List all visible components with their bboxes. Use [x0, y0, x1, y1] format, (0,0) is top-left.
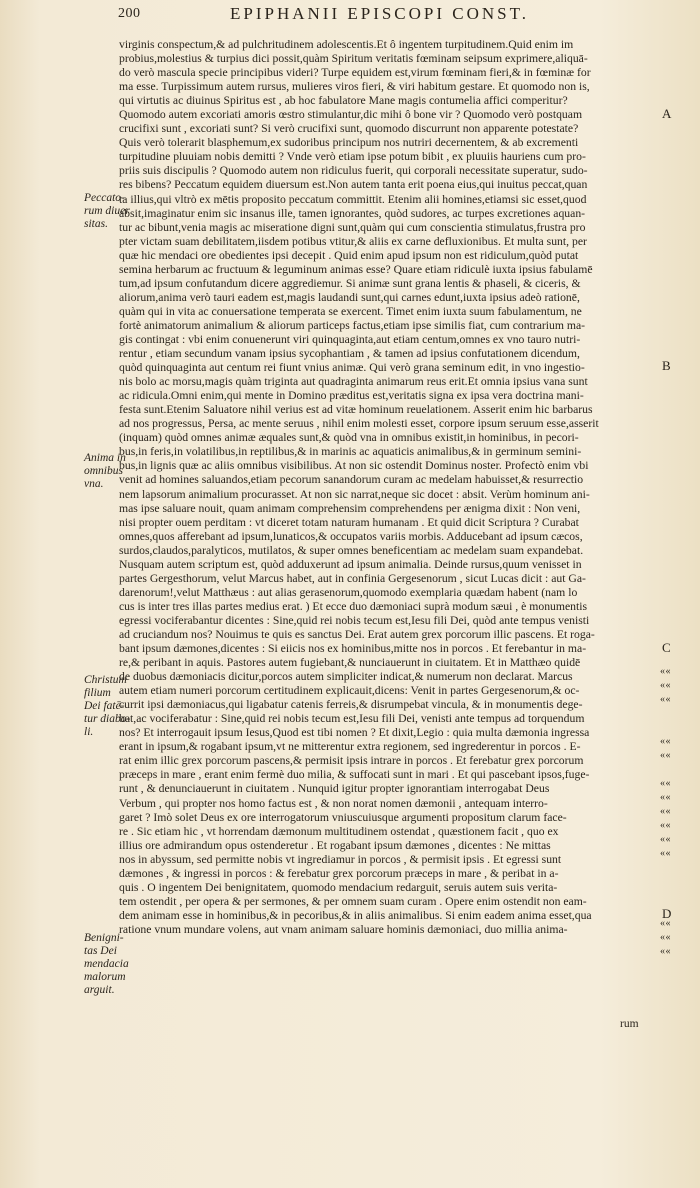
quotation-mark: « « — [660, 694, 670, 705]
text-line: surdos,claudos,paralyticos, mutilatos, & super omnes beneficentiam ac medelam suam expandebat. — [119, 543, 584, 557]
margin-note-line: tur diabo- — [84, 713, 131, 725]
margin-note-line: malorum — [84, 971, 126, 983]
text-line: dæmones , & ingressi in porcos : & ferebatur grex porcorum præceps in mare , & peribat in a- — [119, 866, 559, 880]
text-line: rat enim illic grex porcorum pascens,& permisit ipsis intrare in porcos . Et ferebatur grex porcorum — [119, 754, 584, 768]
page-number: 200 — [118, 6, 141, 21]
text-line: nisi propter ouem perditam : vt diceret totam naturam humanam . Et quid dicit Scriptura ? Curabat — [119, 515, 579, 529]
text-line: probius,molestius & turpius dici possit,quàm Spiritum veritatis fœminam seipsum exprimere,aliquā- — [119, 52, 588, 66]
quotation-mark: « « — [660, 680, 670, 691]
catchword: rum — [620, 1018, 639, 1030]
text-line: pter victam suam debilitatem,iisdem potibus vtitur,& aliis ex carne defluxionibus. Et multa sunt, per — [119, 234, 587, 248]
text-line: festa sunt.Etenim Saluatore nihil verius est ad vitæ hominum reuelationem. Asserit enim hic barbarus — [119, 403, 593, 417]
text-line: aliorum,anima verò tauri eadem est,magis laudandi sunt,qui carnes edunt,iuxta ipsius adeò rationē, — [119, 290, 580, 304]
text-line: præceps in mare , erant enim fermè duo milia, & suffocati sunt in mari . Et qui pascebant ipsos,fuge- — [119, 768, 590, 782]
text-line: de duobus dæmoniacis dicitur,porcos autem simpliciter indicat,& numerum non declarat. Marcus — [119, 670, 573, 684]
text-line: absit,imaginatur enim sic insanus ille, tamen ignorantes, quòd sudores, ac turpes excretiones aquan- — [119, 206, 586, 220]
text-line: quòd quinquaginta aut centum rei fiunt vnius animæ. Qui verò grana seminum edit, in vno ingestio- — [119, 361, 585, 375]
text-line: crucifixi sunt , excoriati sunt? Si verò crucifixi sunt, quomodo discurrunt non apparente potestate? — [119, 122, 579, 136]
text-line: currit ipsi dæmoniacus,qui ligabatur catenis ferreis,& disrumpebat vincula, & in monumentis dege- — [119, 698, 583, 712]
text-line: re,& peribant in aquis. Pastores autem fugiebant,& nunciauerunt in ciuitatem. Et in Matthæo quidē — [119, 656, 581, 670]
text-line: do verò mascula specie principibus videri? Turpe equidem est,virum fœminam fieri,& in fœminæ for — [119, 66, 591, 80]
text-line: ratione vnum mundare volens, aut vnam animam saluare hominis dæmoniaci, duo millia anima- — [119, 922, 568, 936]
text-line: autem etiam numeri porcorum certitudinem explicauit,dicens: Venit in partes Gergesenorum,& oc- — [119, 684, 580, 698]
text-line: quàm qui in vita ac conuersatione temperata se exercent. Timet enim iuxta suum fabulamentum, ne — [119, 304, 582, 318]
text-line: bus,in lignis quæ ac aliis omnibus visibilibus. At non sic ostendit Dominus noster. Profectò enim vbi — [119, 459, 589, 473]
text-line: turpitudine pluuiam nobis demitti ? Vnde verò etiam ipse potum bibit , ex pluuiis hauriens cum pro- — [119, 150, 586, 164]
quotation-mark: « « — [660, 820, 670, 831]
text-line: Verbum , qui propter nos homo factus est , & non norat nomen dæmonii , antequam interro- — [119, 796, 548, 810]
margin-note-line: arguit. — [84, 984, 115, 996]
quotation-mark: « « — [660, 750, 670, 761]
margin-note-line: mendacia — [84, 958, 129, 970]
text-line: ad nos progressus, Persa, ac mente seruus , nihil enim molesti esset, corpore ipsum seruum esse,asserit — [119, 417, 599, 431]
running-head: EPIPHANII EPISCOPI CONST. — [230, 4, 530, 23]
quotation-mark: « « — [660, 932, 670, 943]
main-text-block — [119, 38, 657, 937]
text-line: ta illius,qui vltrò ex mētis proposito peccatum committit. Etenim alii homines,etiamsi sic esset,quod — [119, 192, 587, 206]
margin-note-line: filium — [84, 687, 111, 699]
margin-note-line: li. — [84, 726, 94, 738]
text-line: bus,in feris,in volatilibus,in reptilibus,& in marinis ac aquaticis animalibus,& in germinum semini- — [119, 445, 582, 459]
text-line: venit ad homines saluandos,etiam pecorum sanandorum curam ac medelam habuisset,& resurrectio — [119, 473, 584, 487]
quotation-mark: « « — [660, 834, 670, 845]
text-line: rentur , etiam secundum vanam ipsius sycophantiam , & tamen ad ipsius confutationem dicendum, — [119, 347, 580, 361]
margin-note-anima — [84, 452, 124, 491]
text-line: tum,ad ipsum confutandum dicere aggrediemur. Si animæ sunt grana lentis & phaseli, & ciceris, & — [119, 276, 581, 290]
text-line: ad cruciandum nos? Nouimus te quis es sanctus Dei. Erat autem grex porcorum illic pascens. Et roga- — [119, 627, 595, 641]
text-line: virginis conspectum,& ad pulchritudinem adolescentis.Et ô ingentem turpitudinem.Quid enim im — [119, 38, 574, 51]
section-letter-b: B — [662, 358, 671, 373]
quotation-mark: « « — [660, 918, 670, 929]
text-line: nis bolo ac morsu,magis quàm triginta aut quadraginta animarum reus erit.Et omnia ipsius vana sunt — [119, 375, 588, 389]
section-letter-c: C — [662, 640, 671, 655]
margin-note-line: vna. — [84, 478, 104, 490]
margin-note-christum — [84, 674, 131, 739]
margin-note-benignitas — [84, 932, 129, 997]
text-line: priis suis discipulis ? Quomodo autem non ridiculus fuerit, qui corporali necessitate superatur, sudo- — [119, 164, 588, 178]
text-line: bant ipsum dæmones,dicentes : Si eiicis nos ex hominibus,mitte nos in porcos . Et ferebantur in ma- — [119, 642, 587, 656]
text-line: omnes,quos afferebant ad ipsum,lunaticos,& occupatos variis morbis. Adducebant ad ipsum cæcos, — [119, 529, 583, 543]
margin-note-line: omnibus — [84, 465, 123, 477]
margin-note-line: rum diuer — [84, 205, 130, 217]
margin-note-peccatorum — [84, 192, 130, 231]
margin-note-line: Anima in — [84, 452, 126, 464]
text-line: dem animam esse in hominibus,& in pecoribus,& in aliis animalibus. Si enim eadem anima esset,qua — [119, 908, 592, 922]
text-line: illius ore admirandum opus ostenderetur . Et rogabant ipsum dæmones , dicentes : Ne mittas — [119, 838, 551, 852]
text-line: re . Sic etiam hic , vt horrendam dæmonum multitudinem ostendat , quæstionem facit , quo ex — [119, 824, 559, 838]
text-line: erant in ipsum,& rogabant ipsum,vt ne mitterentur extra regionem, sed ingrederentur in porcos . E- — [119, 740, 581, 754]
margin-note-line: tas Dei — [84, 945, 117, 957]
quotation-mark: « « — [660, 666, 670, 677]
text-line: gis contingat : vbi enim conuenerunt viri quinquaginta,aut etiam centum,omnes ex vno tauro nutri- — [119, 332, 581, 346]
section-letter-d: D — [662, 906, 672, 921]
text-line: quis . O ingentem Dei benignitatem, quomodo mendacium redarguit, seruis autem suis verita- — [119, 880, 558, 894]
margin-note-line: Christum — [84, 674, 127, 686]
quotation-mark: « « — [660, 946, 670, 957]
section-letter-a: A — [662, 106, 672, 121]
text-line: Quomodo autem excoriati amoris œstro stimulantur,dic mihi ô bone vir ? Quomodo verò postquam — [119, 108, 583, 122]
text-line: quæ hic mendaci ore obedientes ipsi decepit . Quid enim apud ipsum non est ridiculum,quòd putat — [119, 248, 579, 262]
text-line: nem lapsorum animalium procurasset. At non sic narrat,neque sic docet : absit. Verùm hominum ani- — [119, 487, 590, 501]
text-line: bat,ac vociferabatur : Sine,quid rei nobis tecum est,Iesu fili Dei, venisti ante tempus ad torquendum — [119, 712, 585, 726]
text-line: nos in abyssum, sed permitte nobis vt ingrediamur in porcos , & permisit ipsis . Et egressi sunt — [119, 852, 562, 866]
text-line: qui virtutis ac diuinus Spiritus est , ab hoc fabulatore Mane magis contumelia affici comperitur? — [119, 94, 568, 108]
text-line: nos? Et interrogauit ipsum Iesus,Quod est tibi nomen ? Et dixit,Legio : quia multa dæmonia ingressa — [119, 726, 590, 740]
text-line: tem ostendit , per opera & per sermones, & per omnem suam curam . Opere enim ostendit non eam- — [119, 894, 587, 908]
text-line: runt , & denunciauerunt in ciuitatem . Nunquid igitur propter ignorantiam interrogabat Deus — [119, 782, 550, 796]
text-line: (inquam) quòd omnes animæ æquales sunt,& quòd vna in omnibus existit,in hominibus, in pecori- — [119, 431, 579, 445]
text-line: Quis verò tolerarit blasphemum,ex sudoribus principum nos nutriri decernentem, & ab excrementi — [119, 136, 579, 150]
margin-note-line: Benigni- — [84, 932, 124, 944]
text-line: garet ? Imò solet Deus ex ore interrogatorum vniuscuiusque argumenti propositum clarum face- — [119, 810, 567, 824]
text-line: ac ridicula.Omni enim,qui mente in Domino præditus est,veritatis signa ex ipsa vera doctrina mani- — [119, 389, 584, 403]
quotation-mark: « « — [660, 778, 670, 789]
quotation-mark: « « — [660, 736, 670, 747]
text-line: fortè animatorum animalium & aliorum particeps factus,etiam ipse similis fiat, cum contrarium ma- — [119, 318, 586, 332]
quotation-mark: « « — [660, 848, 670, 859]
margin-note-line: Peccato- — [84, 192, 125, 204]
page-header — [0, 0, 700, 34]
text-line: semina herbarum ac fructuum & leguminum animas esse? Quare etiam ridiculè iuxta ipsius fabulamē — [119, 262, 593, 276]
text-line: mas ipse saluare nouit, quam animam comprehensim comprehendens per ænigma dixit : Non veni, — [119, 501, 581, 515]
text-line: Nusquam autem scriptum est, quòd adduxerunt ad ipsum animalia. Deinde rursus,quum venisset in — [119, 557, 582, 571]
margin-note-line: Dei fatē- — [84, 700, 125, 712]
text-line: cus is inter tres illas partes medius erat. ) Et ecce duo dæmoniaci suprà modum sæui , è monumentis — [119, 599, 588, 613]
text-line: partes Gergesthorum, velut Marcus habet, aut in confinia Gergesenorum , sicut Lucas dicit : aut Ga- — [119, 571, 586, 585]
text-line: tur ac bibunt,venia magis ac miseratione digni sunt,quàm qui cum conscientia stimulatus,frustra pro — [119, 220, 586, 234]
quotation-mark: « « — [660, 792, 670, 803]
quotation-mark: « « — [660, 806, 670, 817]
text-line: ma esse. Turpissimum autem rursus, mulieres viros fieri, & viri habitum gestare. Et quomodo non is, — [119, 80, 590, 94]
text-line: egressi vociferabantur dicentes : Sine,quid rei nobis tecum est,Iesu fili Dei, quòd ante tempus venisti — [119, 613, 590, 627]
text-line: res bibens? Peccatum equidem diuersum est.Non autem tanta erit poena eius,qui inuitus peccat,quan — [119, 178, 588, 192]
margin-note-line: sitas. — [84, 218, 108, 230]
text-line: darenorum!,velut Matthæus : aut alias gerasenorum,quomodo exemplaria quædam habent (nam lo — [119, 585, 578, 599]
